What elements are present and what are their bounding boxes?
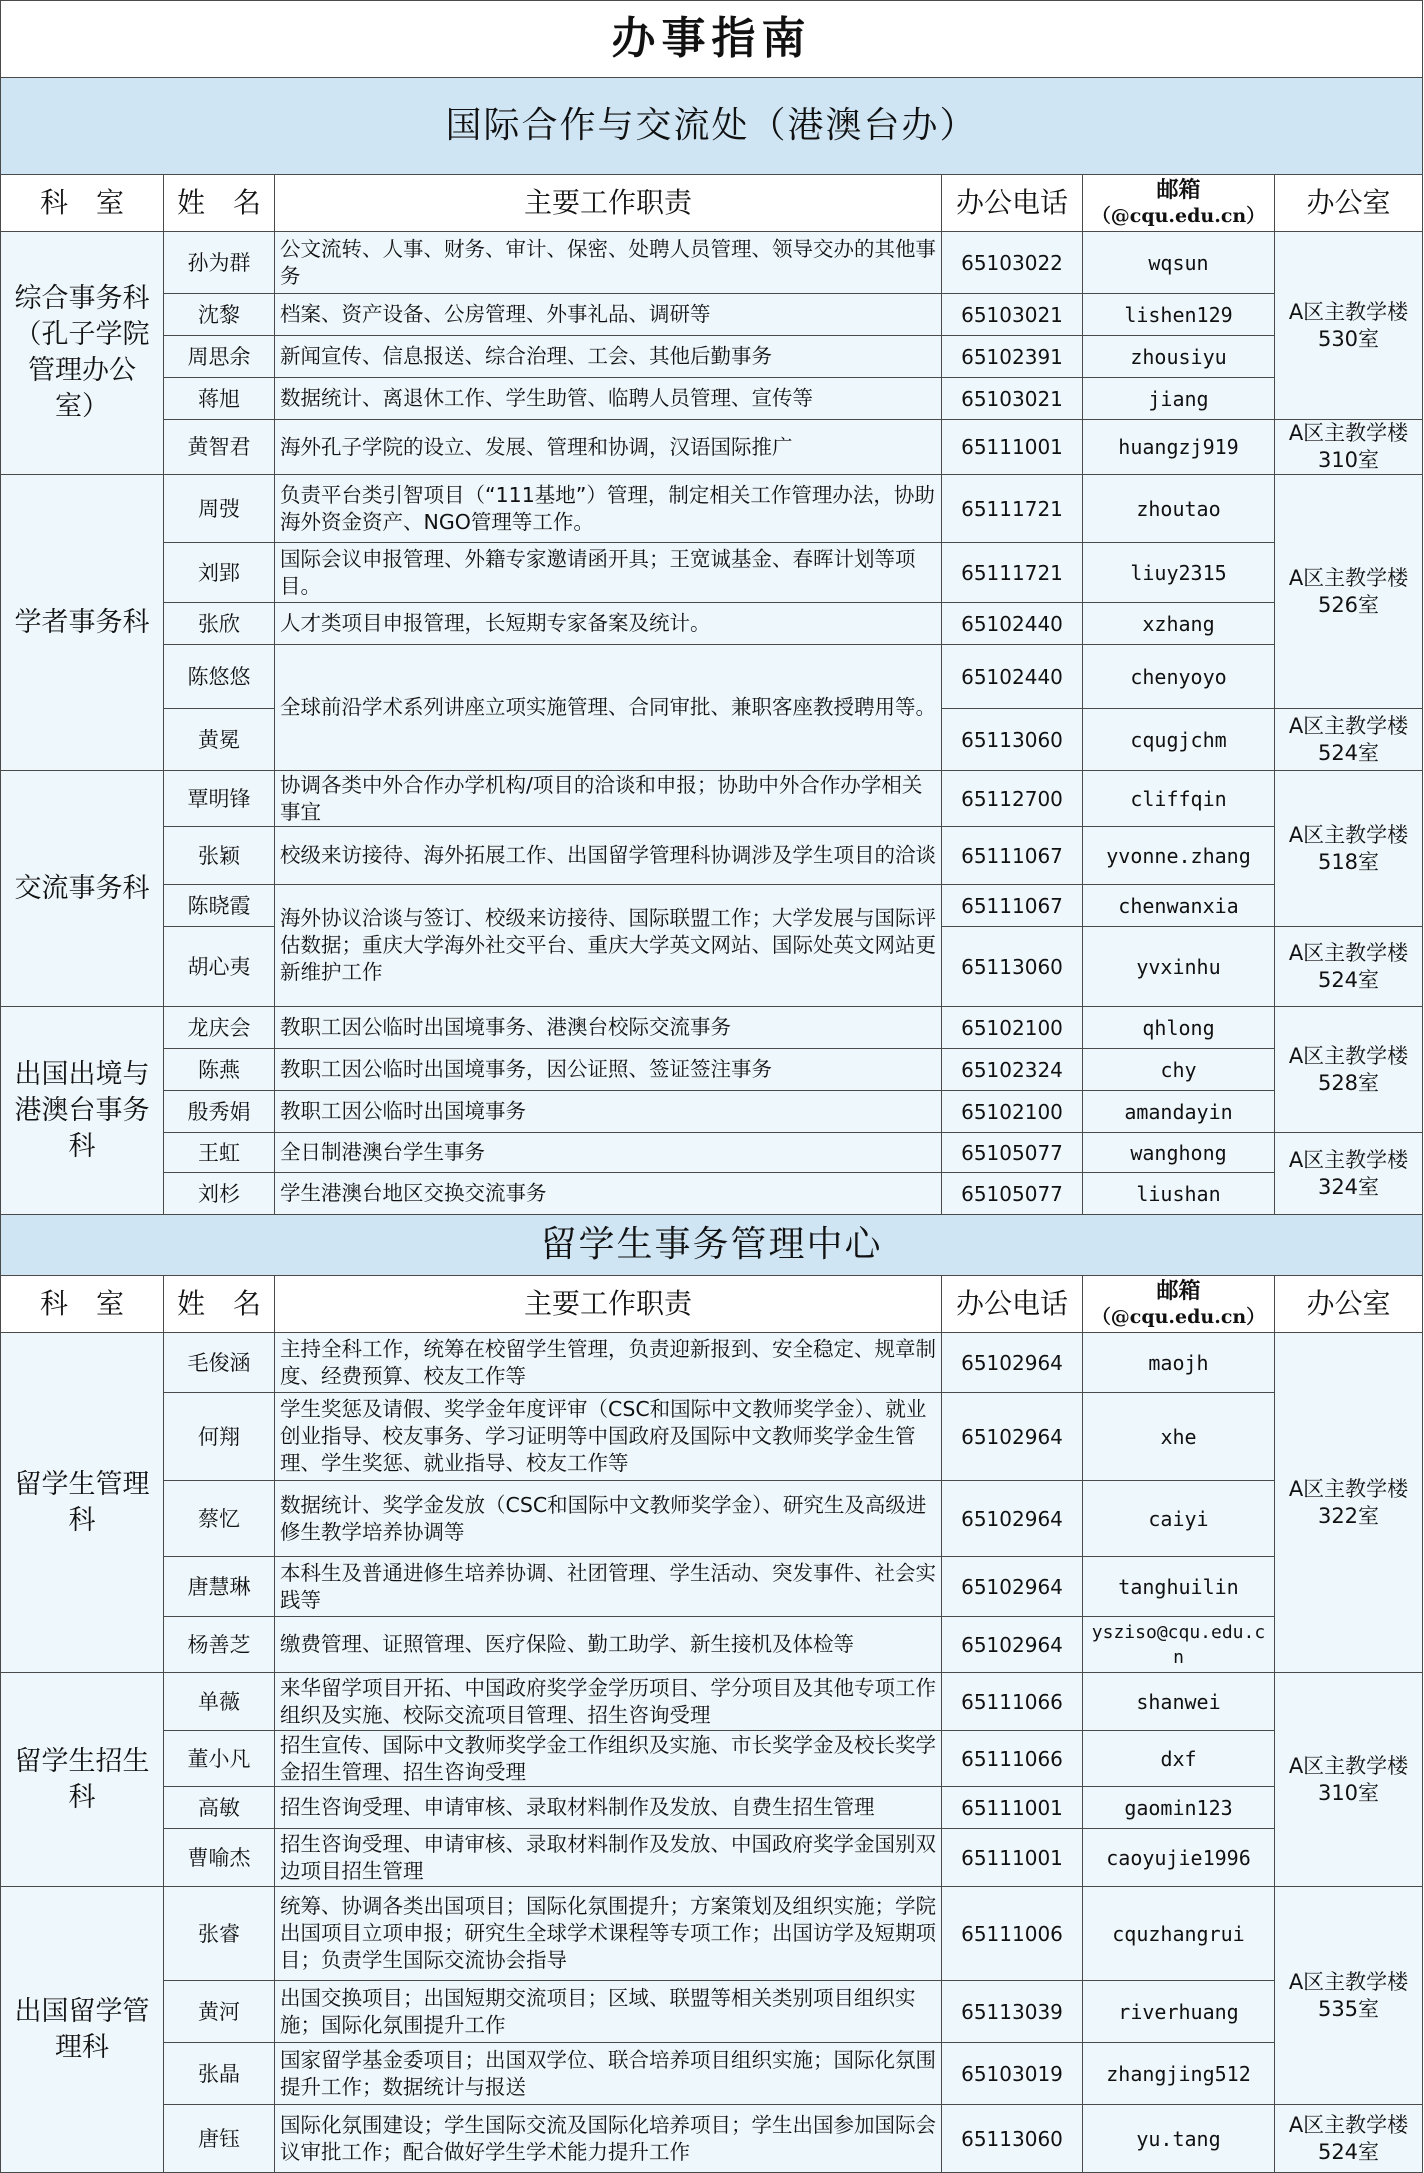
staff-email: dxf: [1083, 1731, 1275, 1787]
staff-duty: 主持全科工作，统筹在校留学生管理，负责迎新报到、安全稳定、规章制度、经费预算、校友工作等: [275, 1333, 942, 1393]
staff-phone: 65111001: [942, 1829, 1083, 1887]
section-title: 留学生事务管理中心: [1, 1215, 1423, 1276]
col-header-dept: 科 室: [1, 1276, 164, 1333]
staff-email: liushan: [1083, 1173, 1275, 1215]
staff-phone: 65113060: [942, 2105, 1083, 2173]
staff-name: 黄河: [164, 1981, 275, 2043]
staff-phone: 65111721: [942, 475, 1083, 543]
staff-phone: 65111066: [942, 1731, 1083, 1787]
staff-duty: 负责平台类引智项目（“111基地”）管理，制定相关工作管理办法，协助海外资金资产、NGO管理等工作。: [275, 475, 942, 543]
staff-phone: 65102440: [942, 603, 1083, 645]
col-header-office: 办公室: [1275, 175, 1423, 232]
email-domain-label: （@cqu.edu.cn）: [1091, 205, 1266, 227]
staff-duty: 学生港澳台地区交换交流事务: [275, 1173, 942, 1215]
staff-email: ysziso@cqu.edu.cn: [1083, 1617, 1275, 1673]
staff-phone: 65103022: [942, 232, 1083, 294]
staff-email: xzhang: [1083, 603, 1275, 645]
staff-email: chenwanxia: [1083, 885, 1275, 927]
col-header-phone: 办公电话: [942, 175, 1083, 232]
table-row: [1, 475, 1423, 543]
staff-phone: 65111001: [942, 420, 1083, 475]
table-row: [1, 2043, 1423, 2105]
staff-email: chy: [1083, 1049, 1275, 1091]
staff-email: gaomin123: [1083, 1787, 1275, 1829]
staff-duty: 教职工因公临时出国境事务、港澳台校际交流事务: [275, 1007, 942, 1049]
staff-name: 高敏: [164, 1787, 275, 1829]
dept-cell: 学者事务科: [1, 475, 164, 771]
dept-cell: 交流事务科: [1, 771, 164, 1007]
col-header-email: [1083, 1276, 1275, 1333]
staff-duty: 海外协议洽谈与签订、校级来访接待、国际联盟工作；大学发展与国际评估数据；重庆大学海外社交平台、重庆大学英文网站、国际处英文网站更新维护工作: [275, 885, 942, 1007]
staff-name: 单薇: [164, 1673, 275, 1731]
staff-phone: 65102100: [942, 1007, 1083, 1049]
office-cell: A区主教学楼530室: [1275, 232, 1423, 420]
table-row: [1, 645, 1423, 709]
staff-name: 唐慧琳: [164, 1557, 275, 1617]
staff-email: zhousiyu: [1083, 336, 1275, 378]
staff-duty: 全日制港澳台学生事务: [275, 1133, 942, 1173]
staff-name: 张睿: [164, 1887, 275, 1981]
table-row: [1, 1007, 1423, 1049]
table-row: [1, 420, 1423, 475]
staff-name: 陈悠悠: [164, 645, 275, 709]
table-row: [1, 1173, 1423, 1215]
email-domain-label: （@cqu.edu.cn）: [1091, 1306, 1266, 1328]
table-row: [1, 603, 1423, 645]
table-row: [1, 827, 1423, 885]
staff-email: zhangjing512: [1083, 2043, 1275, 2105]
staff-duty: 统筹、协调各类出国项目；国际化氛围提升；方案策划及组织实施；学院出国项目立项申报；研究生全球学术课程等专项工作；出国访学及短期项目；负责学生国际交流协会指导: [275, 1887, 942, 1981]
staff-email: chenyoyo: [1083, 645, 1275, 709]
col-header-duty: 主要工作职责: [275, 1276, 942, 1333]
table-row: [1, 1617, 1423, 1673]
staff-phone: 65102964: [942, 1393, 1083, 1481]
staff-duty: 出国交换项目；出国短期交流项目；区域、联盟等相关类别项目组织实施；国际化氛围提升工作: [275, 1981, 942, 2043]
office-cell: A区主教学楼528室: [1275, 1007, 1423, 1133]
table-row: [1, 1481, 1423, 1557]
staff-duty: 人才类项目申报管理，长短期专家备案及统计。: [275, 603, 942, 645]
staff-name: 周弢: [164, 475, 275, 543]
staff-duty: 全球前沿学术系列讲座立项实施管理、合同审批、兼职客座教授聘用等。: [275, 645, 942, 771]
staff-email: tanghuilin: [1083, 1557, 1275, 1617]
staff-name: 刘郢: [164, 543, 275, 603]
staff-duty: 海外孔子学院的设立、发展、管理和协调，汉语国际推广: [275, 420, 942, 475]
staff-name: 杨善芝: [164, 1617, 275, 1673]
staff-name: 胡心夷: [164, 927, 275, 1007]
staff-phone: 65102964: [942, 1557, 1083, 1617]
table-row: [1, 885, 1423, 927]
staff-name: 张晶: [164, 2043, 275, 2105]
staff-name: 孙为群: [164, 232, 275, 294]
staff-phone: 65102391: [942, 336, 1083, 378]
staff-name: 龙庆会: [164, 1007, 275, 1049]
table-row: [1, 1829, 1423, 1887]
staff-email: maojh: [1083, 1333, 1275, 1393]
staff-duty: 缴费管理、证照管理、医疗保险、勤工助学、新生接机及体检等: [275, 1617, 942, 1673]
staff-phone: 65113060: [942, 709, 1083, 771]
staff-name: 黄冕: [164, 709, 275, 771]
col-header-dept: 科 室: [1, 175, 164, 232]
dept-cell: 出国留学管理科: [1, 1887, 164, 2173]
staff-duty: 校级来访接待、海外拓展工作、出国留学管理科协调涉及学生项目的洽谈: [275, 827, 942, 885]
staff-duty: 公文流转、人事、财务、审计、保密、处聘人员管理、领导交办的其他事务: [275, 232, 942, 294]
staff-duty: 本科生及普通进修生培养协调、社团管理、学生活动、突发事件、社会实践等: [275, 1557, 942, 1617]
col-header-office: 办公室: [1275, 1276, 1423, 1333]
staff-email: yvonne.zhang: [1083, 827, 1275, 885]
staff-name: 曹喻杰: [164, 1829, 275, 1887]
office-cell: A区主教学楼524室: [1275, 927, 1423, 1007]
staff-phone: 65102964: [942, 1617, 1083, 1673]
table-row: [1, 232, 1423, 294]
staff-name: 何翔: [164, 1393, 275, 1481]
office-cell: A区主教学楼324室: [1275, 1133, 1423, 1215]
table-row: [1, 1133, 1423, 1173]
staff-phone: 65111066: [942, 1673, 1083, 1731]
page-title: 办事指南: [1, 1, 1423, 78]
staff-email: wqsun: [1083, 232, 1275, 294]
dept-cell: 留学生管理科: [1, 1333, 164, 1673]
col-header-phone: 办公电话: [942, 1276, 1083, 1333]
staff-phone: 65111006: [942, 1887, 1083, 1981]
table-row: [1, 1731, 1423, 1787]
staff-phone: 65102964: [942, 1333, 1083, 1393]
staff-name: 黄智君: [164, 420, 275, 475]
staff-name: 张欣: [164, 603, 275, 645]
header-row: [1, 175, 1423, 232]
dept-cell: 留学生招生科: [1, 1673, 164, 1887]
staff-duty: 招生宣传、国际中文教师奖学金工作组织及实施、市长奖学金及校长奖学金招生管理、招生咨询受理: [275, 1731, 942, 1787]
office-cell: A区主教学楼526室: [1275, 475, 1423, 709]
staff-email: shanwei: [1083, 1673, 1275, 1731]
staff-phone: 65111067: [942, 827, 1083, 885]
staff-duty: 教职工因公临时出国境事务: [275, 1091, 942, 1133]
staff-phone: 65113060: [942, 927, 1083, 1007]
table-row: [1, 2105, 1423, 2173]
table-row: [1, 1981, 1423, 2043]
staff-duty: 招生咨询受理、申请审核、录取材料制作及发放、中国政府奖学金国别双边项目招生管理: [275, 1829, 942, 1887]
table-row: [1, 294, 1423, 336]
staff-phone: 65111721: [942, 543, 1083, 603]
staff-name: 陈晓霞: [164, 885, 275, 927]
table-row: [1, 1887, 1423, 1981]
staff-phone: 65102440: [942, 645, 1083, 709]
staff-phone: 65103019: [942, 2043, 1083, 2105]
office-cell: A区主教学楼310室: [1275, 1673, 1423, 1887]
section-title: 国际合作与交流处（港澳台办）: [1, 78, 1423, 175]
staff-phone: 65112700: [942, 771, 1083, 827]
staff-phone: 65103021: [942, 378, 1083, 420]
office-cell: A区主教学楼535室: [1275, 1887, 1423, 2105]
staff-email: cqugjchm: [1083, 709, 1275, 771]
staff-duty: 学生奖惩及请假、奖学金年度评审（CSC和国际中文教师奖学金）、就业创业指导、校友事务、学习证明等中国政府及国际中文教师奖学金生管理、学生奖惩、就业指导、校友工作等: [275, 1393, 942, 1481]
staff-duty: 国际化氛围建设；学生国际交流及国际化培养项目；学生出国参加国际会议审批工作；配合做好学生学术能力提升工作: [275, 2105, 942, 2173]
staff-duty: 国际会议申报管理、外籍专家邀请函开具；王宽诚基金、春晖计划等项目。: [275, 543, 942, 603]
staff-duty: 国家留学基金委项目；出国双学位、联合培养项目组织实施；国际化氛围提升工作；数据统计与报送: [275, 2043, 942, 2105]
table-row: [1, 1393, 1423, 1481]
table-row: [1, 1091, 1423, 1133]
staff-duty: 教职工因公临时出国境事务，因公证照、签证签注事务: [275, 1049, 942, 1091]
staff-name: 蒋旭: [164, 378, 275, 420]
staff-email: lishen129: [1083, 294, 1275, 336]
staff-email: amandayin: [1083, 1091, 1275, 1133]
staff-duty: 招生咨询受理、申请审核、录取材料制作及发放、自费生招生管理: [275, 1787, 942, 1829]
staff-email: huangzj919: [1083, 420, 1275, 475]
staff-name: 张颖: [164, 827, 275, 885]
staff-phone: 65102100: [942, 1091, 1083, 1133]
staff-duty: 数据统计、离退休工作、学生助管、临聘人员管理、宣传等: [275, 378, 942, 420]
table-row: [1, 1787, 1423, 1829]
staff-email: cquzhangrui: [1083, 1887, 1275, 1981]
table-row: [1, 1557, 1423, 1617]
staff-name: 沈黎: [164, 294, 275, 336]
staff-email: xhe: [1083, 1393, 1275, 1481]
staff-email: riverhuang: [1083, 1981, 1275, 2043]
staff-name: 董小凡: [164, 1731, 275, 1787]
col-header-email: [1083, 175, 1275, 232]
staff-name: 王虹: [164, 1133, 275, 1173]
staff-name: 周思余: [164, 336, 275, 378]
staff-phone: 65111001: [942, 1787, 1083, 1829]
office-cell: A区主教学楼310室: [1275, 420, 1423, 475]
dept-cell: 综合事务科（孔子学院管理办公室）: [1, 232, 164, 475]
staff-name: 陈燕: [164, 1049, 275, 1091]
staff-email: yu.tang: [1083, 2105, 1275, 2173]
office-cell: A区主教学楼322室: [1275, 1333, 1423, 1673]
staff-phone: 65113039: [942, 1981, 1083, 2043]
office-cell: A区主教学楼524室: [1275, 709, 1423, 771]
table-row: [1, 1049, 1423, 1091]
staff-phone: 65102964: [942, 1481, 1083, 1557]
staff-email: qhlong: [1083, 1007, 1275, 1049]
staff-name: 殷秀娟: [164, 1091, 275, 1133]
table-row: [1, 543, 1423, 603]
office-cell: A区主教学楼524室: [1275, 2105, 1423, 2173]
staff-email: cliffqin: [1083, 771, 1275, 827]
col-header-duty: 主要工作职责: [275, 175, 942, 232]
staff-phone: 65111067: [942, 885, 1083, 927]
header-row: [1, 1276, 1423, 1333]
staff-email: jiang: [1083, 378, 1275, 420]
staff-email: zhoutao: [1083, 475, 1275, 543]
staff-duty: 协调各类中外合作办学机构/项目的洽谈和申报；协助中外合作办学相关事宜: [275, 771, 942, 827]
staff-name: 蔡忆: [164, 1481, 275, 1557]
col-header-name: 姓 名: [164, 175, 275, 232]
staff-phone: 65105077: [942, 1173, 1083, 1215]
col-header-name: 姓 名: [164, 1276, 275, 1333]
staff-email: liuy2315: [1083, 543, 1275, 603]
dept-cell: 出国出境与港澳台事务科: [1, 1007, 164, 1215]
staff-phone: 65105077: [942, 1133, 1083, 1173]
office-cell: A区主教学楼518室: [1275, 771, 1423, 927]
table-row: [1, 1673, 1423, 1731]
staff-name: 唐钰: [164, 2105, 275, 2173]
staff-email: caiyi: [1083, 1481, 1275, 1557]
staff-duty: 档案、资产设备、公房管理、外事礼品、调研等: [275, 294, 942, 336]
staff-phone: 65103021: [942, 294, 1083, 336]
table-row: [1, 771, 1423, 827]
staff-email: wanghong: [1083, 1133, 1275, 1173]
staff-duty: 数据统计、奖学金发放（CSC和国际中文教师奖学金）、研究生及高级进修生教学培养协调等: [275, 1481, 942, 1557]
staff-name: 毛俊涵: [164, 1333, 275, 1393]
table-row: [1, 1333, 1423, 1393]
email-header-label: 邮箱: [1156, 177, 1201, 203]
staff-email: yvxinhu: [1083, 927, 1275, 1007]
staff-duty: 来华留学项目开拓、中国政府奖学金学历项目、学分项目及其他专项工作组织及实施、校际交流项目管理、招生咨询受理: [275, 1673, 942, 1731]
staff-email: caoyujie1996: [1083, 1829, 1275, 1887]
staff-name: 覃明锋: [164, 771, 275, 827]
email-header-label: 邮箱: [1156, 1278, 1201, 1304]
staff-name: 刘杉: [164, 1173, 275, 1215]
staff-duty: 新闻宣传、信息报送、综合治理、工会、其他后勤事务: [275, 336, 942, 378]
table-row: [1, 336, 1423, 378]
table-row: [1, 378, 1423, 420]
staff-phone: 65102324: [942, 1049, 1083, 1091]
